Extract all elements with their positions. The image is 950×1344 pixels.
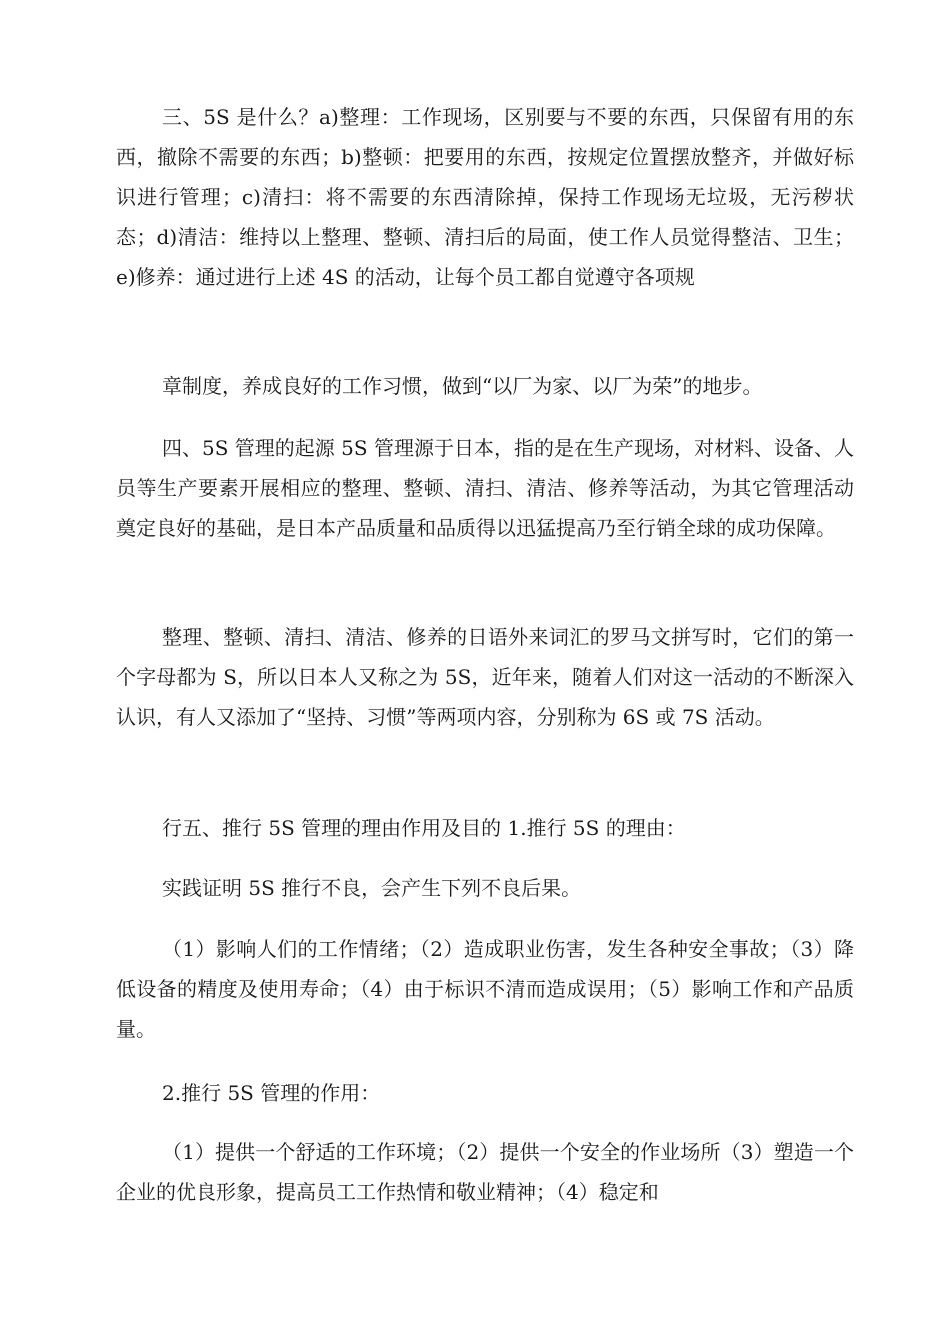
paragraph-5s-definition: 三、5S 是什么？a)整理：工作现场，区别要与不要的东西，只保留有用的东西，撤除不需要的东西；b)整顿：把要用的东西，按规定位置摆放整齐，并做好标识进行管理；c)清扫：将不需要的东西清除掉，保持工作现场无垃圾，无污秽状态；d)清洁：维持以上整理、整顿、清扫后的局面，使工作人员觉得整洁、卫生；e)修养：通过进行上述 4S 的活动，让每个员工都自觉遵守各项规	[116, 105, 854, 289]
paragraph-5s-effects-list: （1）提供一个舒适的工作环境；（2）提供一个安全的作业场所（3）塑造一个企业的优良形象，提高员工工作热情和敬业精神；（4）稳定和	[116, 1140, 854, 1204]
paragraph-5s-habits: 章制度，养成良好的工作习惯，做到“以厂为家、以厂为荣”的地步。	[162, 374, 763, 398]
paragraph-5s-origin: 四、5S 管理的起源 5S 管理源于日本，指的是在生产现场，对材料、设备、人员等生产要素开展相应的整理、整顿、清扫、清洁、修养等活动，为其它管理活动奠定良好的基础，是日本产品质量和品质得以迅猛提高乃至行销全球的成功保障。	[116, 436, 854, 540]
paragraph-5s-effects-heading: 2.推行 5S 管理的作用：	[162, 1081, 381, 1105]
paragraph-5s-consequences-list: （1）影响人们的工作情绪；（2）造成职业伤害，发生各种安全事故；（3）降低设备的精度及使用寿命；（4）由于标识不清而造成误用；（5）影响工作和产品质量。	[116, 937, 854, 1041]
paragraph-5s-consequences-intro: 实践证明 5S 推行不良，会产生下列不良后果。	[162, 876, 582, 900]
paragraph-5s-naming: 整理、整顿、清扫、清洁、修养的日语外来词汇的罗马文拼写时，它们的第一个字母都为 S，所以日本人又称之为 5S，近年来，随着人们对这一活动的不断深入认识，有人又添加了“坚持、习惯”等两项内容，分别称为 6S 或 7S 活动。	[116, 625, 854, 729]
paragraph-5s-reasons-heading: 行五、推行 5S 管理的理由作用及目的 1.推行 5S 的理由：	[162, 816, 686, 840]
